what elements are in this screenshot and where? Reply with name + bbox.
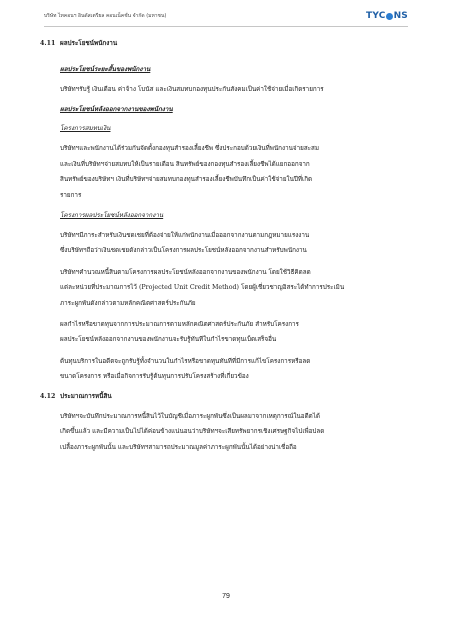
company-name: บริษัท ไทคอนฯ อินดัสเตรียล คอนเน็คชั่น จำกัด (มหาชน)	[44, 13, 167, 19]
paragraph-short-term: บริษัทฯรับรู้ เงินเดือน ค่าจ้าง โบนัส และเงินสมทบกองทุนประกันสังคมเป็นค่าใช้จ่ายเมื่อเกิดรายการ	[60, 86, 324, 93]
section-title: ผลประโยชน์พนักงาน	[60, 40, 118, 47]
page-number: 79	[222, 593, 230, 600]
section-number: 4.11	[40, 40, 56, 47]
section-number: 4.12	[40, 392, 56, 400]
section-heading-4-12	[40, 391, 410, 403]
company-logo: TYC NS	[366, 11, 408, 21]
paragraph-past-service-cost: ต้นทุนบริการในอดีตจะถูกรับรู้ทั้งจำนวนในกำไรหรือขาดทุนทันทีที่มีการแก้ไขโครงการหรือลด ขนาดโครงการ หรือเมื่อกิจการรับรู้ต้นทุนการปรับโครงสร้างที่เกี่ยวข้อง	[60, 357, 311, 381]
page-header	[44, 10, 408, 24]
paragraph-severance: บริษัทฯมีภาระสำหรับเงินชดเชยที่ต้องจ่ายให้แก่พนักงานเมื่อออกจากงานตามกฎหมายแรงงาน ซึ่งบริษัทฯถือว่าเงินชดเชยดังกล่าวเป็นโครงการผลประโยชน์หลังออกจากงานสำหรับพนักงาน	[60, 232, 310, 255]
paragraph-actuarial-gains: ผลกำไรหรือขาดทุนจากการประมาณการตามหลักคณิตศาสตร์ประกันภัย สำหรับโครงการ ผลประโยชน์หลังออกจากงานของพนักงานจะรับรู้ทันทีในกำไรขาดทุนเบ็ดเสร็จอื่น	[60, 321, 299, 344]
document-body	[40, 38, 410, 455]
section-heading-4-11	[40, 38, 410, 50]
section-title: ประมาณการหนี้สิน	[60, 392, 112, 400]
subheading-post-employment: ผลประโยชน์หลังออกจากงานของพนักงาน	[60, 106, 173, 114]
logo-o-icon	[386, 13, 393, 20]
subheading-short-term: ผลประโยชน์ระยะสั้นของพนักงาน	[60, 66, 151, 73]
paragraph-contribution-plan: บริษัทฯและพนักงานได้ร่วมกันจัดตั้งกองทุนสำรองเลี้ยงชีพ ซึ่งประกอบด้วยเงินที่พนักงานจ่ายสะสม และเงินที่บริษัทฯจ่ายสมทบให้เป็นรายเดือน สินทรัพย์ของกองทุนสำรองเลี้ยงชีพได้แยกออกจาก สินทรัพย์ของบริษัทฯ เงินที่บริษัทฯจ่ายสมทบกองทุนสำรองเลี้ยงชีพบันทึกเป็นค่าใช้จ่ายในปีที่เกิด รายการ	[60, 145, 320, 199]
subheading-contribution-plan: โครงการสมทบเงิน	[60, 125, 111, 133]
subheading-benefit-plan: โครงการผลประโยชน์หลังออกจากงาน	[60, 212, 164, 220]
header-rule	[44, 26, 408, 27]
paragraph-projected-unit-credit: บริษัทฯคำนวณหนี้สินตามโครงการผลประโยชน์หลังออกจากงานของพนักงาน โดยใช้วิธีคิดลด แต่ละหน่วยที่ประมาณการไว้ (Projected Unit Credit Method) โดยผู้เชี่ยวชาญอิสระได้ทำการประเมิน ภาระผูกพันดังกล่าวตามหลักคณิตศาสตร์ประกันภัย	[60, 268, 345, 307]
paragraph-provisions: บริษัทฯจะบันทึกประมาณการหนี้สินไว้ในบัญชีเมื่อภาระผูกพันซึ่งเป็นผลมาจากเหตุการณ์ในอดีตได้ เกิดขึ้นแล้ว และมีความเป็นไปได้ค่อนข้างแน่นอนว่าบริษัทฯจะเสียทรัพยากรเชิงเศรษฐกิจไปเพื่อปลด เปลื้องภาระผูกพันนั้น และบริษัทฯสามารถประมาณมูลค่าภาระผูกพันนั้นได้อย่างน่าเชื่อถือ	[60, 412, 325, 451]
